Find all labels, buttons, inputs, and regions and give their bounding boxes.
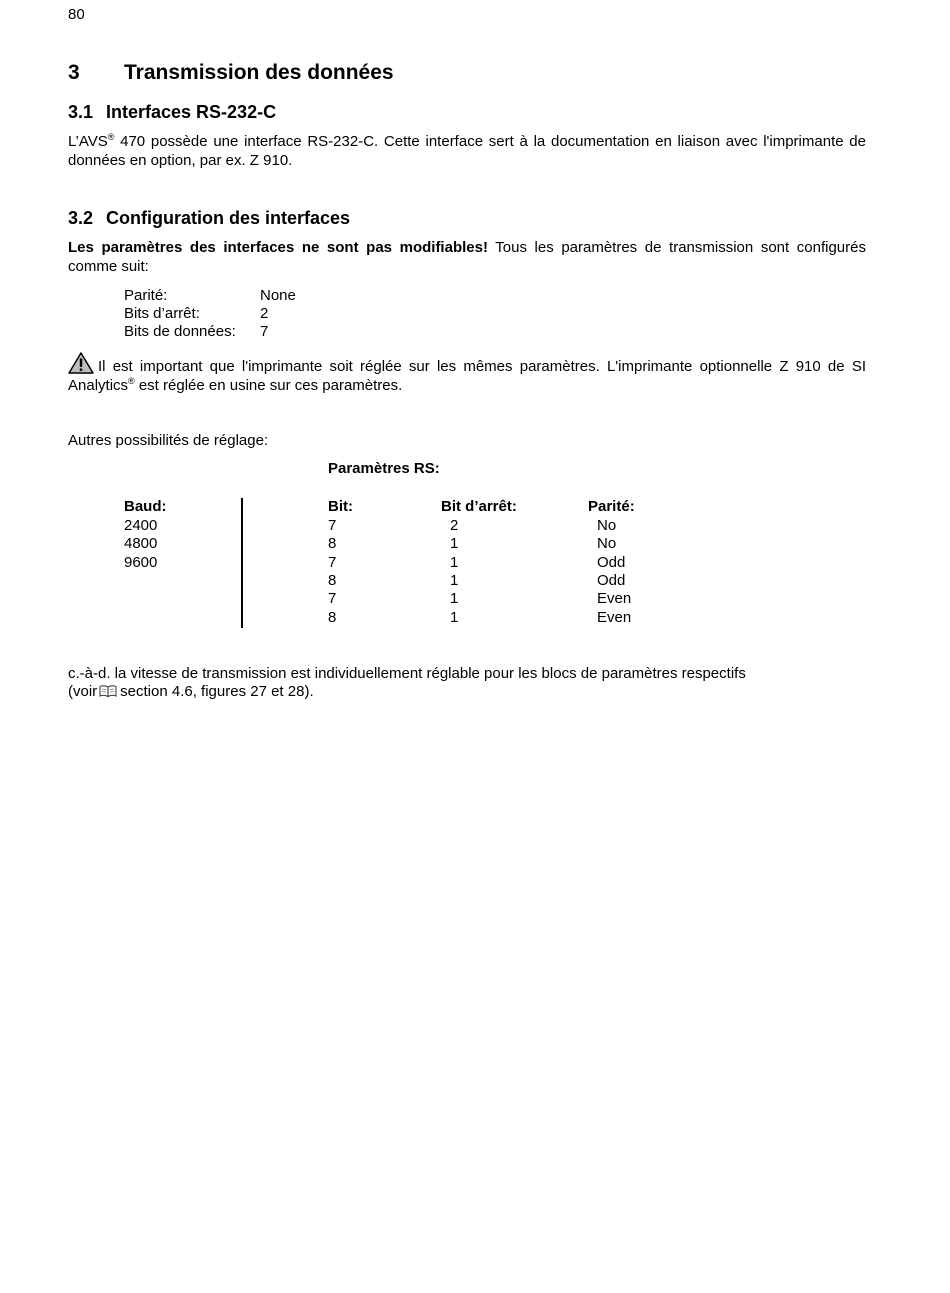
config-value: 2 (260, 305, 269, 322)
closing-line-2 (68, 683, 314, 702)
parity-value: Even (597, 609, 632, 626)
section-number: 3.1 (68, 102, 94, 122)
configuration-paragraph (68, 239, 866, 276)
closing-text: (voir (68, 683, 98, 700)
stop-bit-value: 1 (450, 609, 459, 626)
para-text: Tous les paramètres de transmission sont configurés comme suit: (68, 239, 866, 275)
warning-triangle-icon (68, 352, 94, 374)
rs-table-title: Paramètres RS: (328, 460, 440, 477)
parity-value: Odd (597, 554, 626, 571)
registered-mark: ® (128, 375, 135, 386)
config-label: Bits de données: (124, 323, 236, 340)
config-value: None (260, 287, 296, 304)
bit-value: 7 (328, 554, 337, 571)
warning-text: Il est important que l'imprimante soit réglée sur les mêmes paramètres. L'imprimante optionnelle Z 910 de SI Analytics (68, 358, 866, 394)
warning-paragraph (68, 352, 866, 395)
closing-text: section 4.6, figures 27 et 28). (120, 683, 314, 700)
baud-value: 9600 (124, 554, 158, 571)
section-title: Interfaces RS-232-C (106, 102, 277, 122)
parity-value: No (597, 535, 617, 552)
warning-text: est réglée en usine sur ces paramètres. (134, 376, 403, 394)
section-title: Configuration des interfaces (106, 208, 351, 228)
config-label: Bits d’arrêt: (124, 305, 200, 322)
config-row-data-bits (124, 322, 268, 341)
baud-value: 4800 (124, 535, 158, 552)
bit-header: Bit: (328, 498, 353, 515)
baud-header: Baud: (124, 498, 167, 515)
baud-value: 2400 (124, 517, 158, 534)
closing-line-1: c.-à-d. la vitesse de transmission est individuellement réglable pour les blocs de paramètres respectifs (68, 665, 746, 682)
bit-value: 7 (328, 517, 337, 534)
section-number: 3.2 (68, 208, 94, 228)
parity-value: Even (597, 590, 632, 607)
parity-value: No (597, 517, 617, 534)
stop-bit-header: Bit d’arrêt: (441, 498, 517, 515)
config-value: 7 (260, 323, 269, 340)
stop-bit-value: 1 (450, 535, 459, 552)
column-divider (241, 498, 243, 628)
chapter-heading (68, 61, 394, 85)
para-text: L’AVS (68, 133, 108, 150)
chapter-number: 3 (68, 61, 80, 84)
bit-value: 8 (328, 535, 337, 552)
bit-value: 7 (328, 590, 337, 607)
chapter-title: Transmission des données (124, 61, 394, 84)
registered-mark: ® (107, 132, 115, 142)
book-icon[interactable] (99, 684, 117, 698)
parity-header: Parité: (588, 498, 635, 515)
section-heading-3-2 (68, 208, 350, 229)
config-label: Parité: (124, 287, 168, 304)
bold-lead: Les paramètres des interfaces ne sont pas modifiables! (68, 239, 488, 256)
other-settings-label: Autres possibilités de réglage: (68, 432, 269, 449)
page-number: 80 (68, 6, 85, 23)
bit-value: 8 (328, 572, 337, 589)
interfaces-paragraph (68, 133, 866, 170)
para-text: 470 possède une interface RS-232-C. Cette interface sert à la documentation en liaison avec l'imprimante de données en option, par ex. Z 910. (68, 133, 866, 169)
bit-value: 8 (328, 609, 337, 626)
parity-value: Odd (597, 572, 626, 589)
stop-bit-value: 1 (450, 590, 459, 607)
config-row-parity (124, 286, 296, 305)
config-row-stop-bits (124, 304, 268, 323)
stop-bit-value: 1 (450, 572, 459, 589)
stop-bit-value: 1 (450, 554, 459, 571)
stop-bit-value: 2 (450, 517, 459, 534)
section-heading-3-1 (68, 102, 276, 123)
